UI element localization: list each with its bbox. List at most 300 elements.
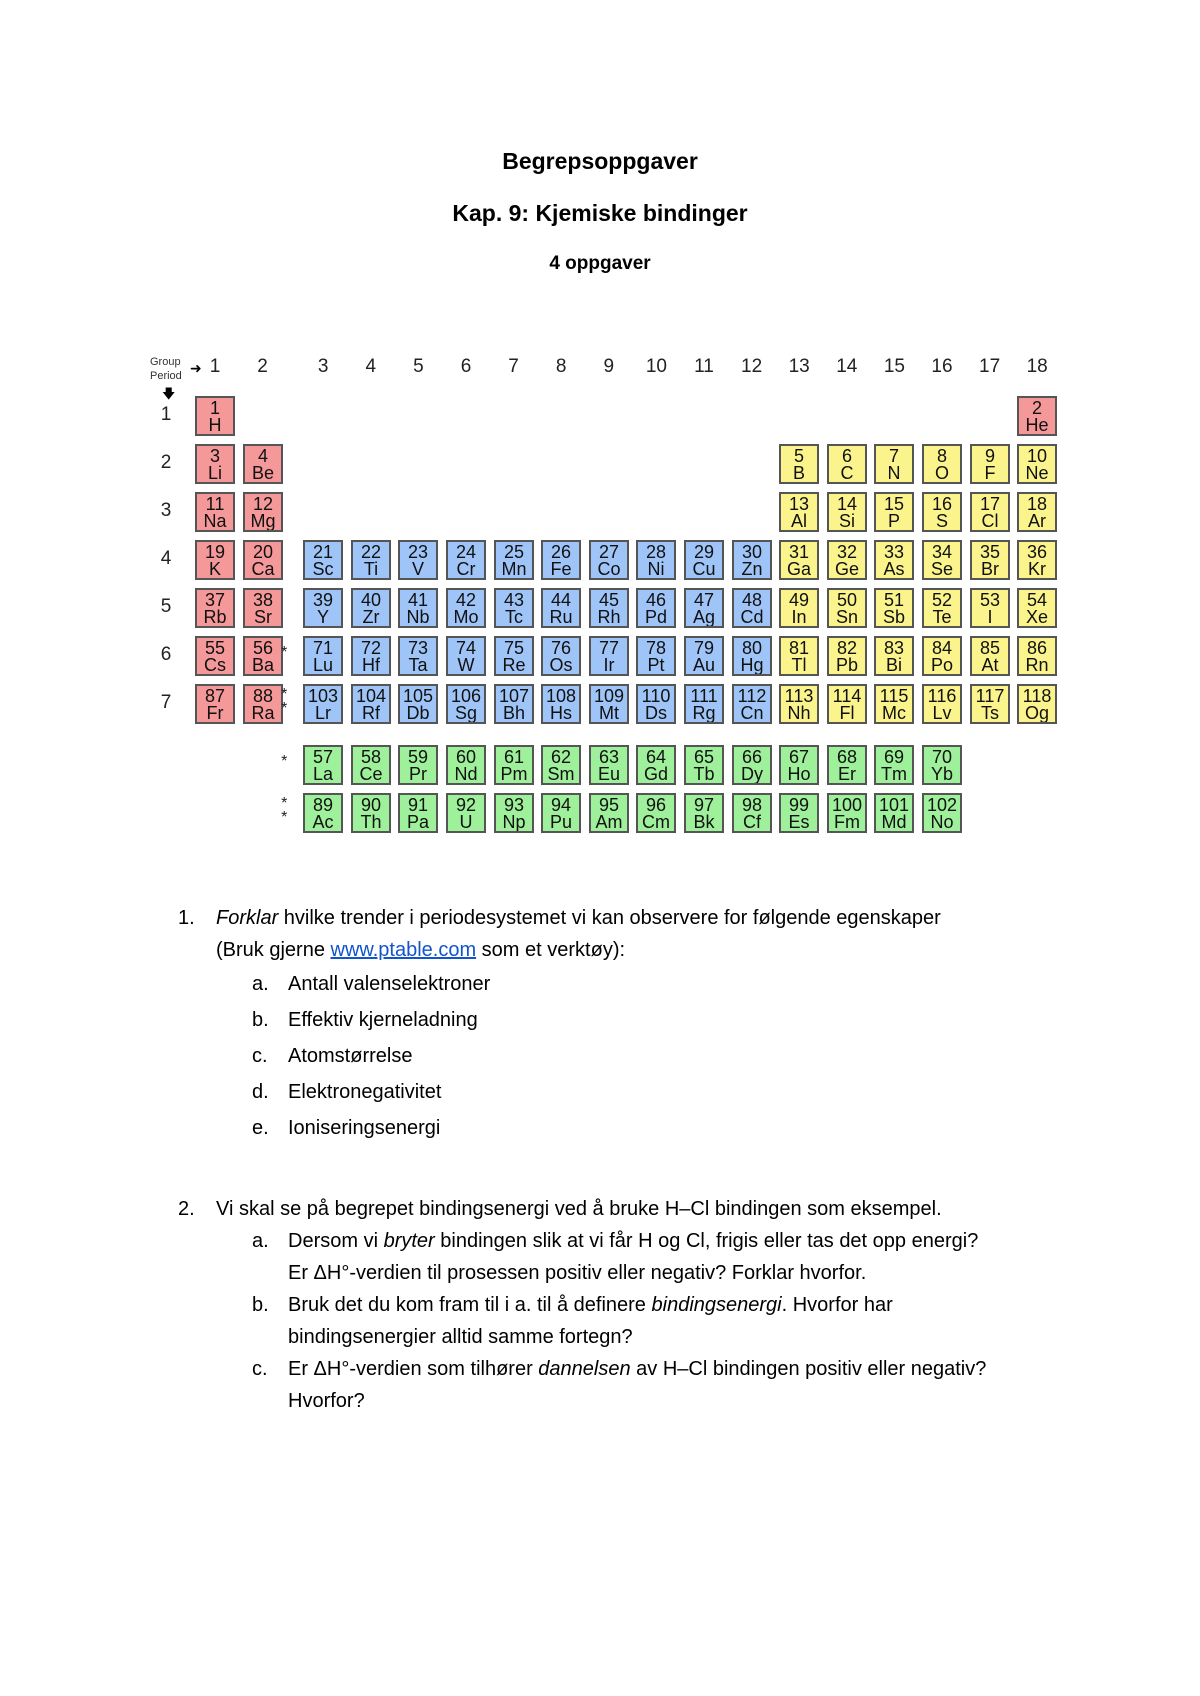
group-number: 18: [1026, 356, 1048, 377]
element-cell[interactable]: [243, 444, 283, 484]
group-number: 10: [645, 356, 667, 377]
element-symbol: Ir: [603, 655, 615, 675]
element-cell[interactable]: [732, 793, 772, 833]
element-symbol: At: [981, 655, 999, 675]
atomic-number: 33: [883, 542, 905, 562]
element-cell[interactable]: [1017, 588, 1057, 628]
atomic-number: 24: [455, 542, 477, 562]
question-text-line2: [216, 934, 625, 966]
atomic-number: 57: [312, 747, 334, 767]
element-cell[interactable]: [827, 492, 867, 532]
element-cell[interactable]: [636, 684, 676, 724]
element-symbol: Hg: [740, 655, 764, 675]
atomic-number: 98: [741, 795, 763, 815]
question-number: 1.: [178, 907, 195, 929]
group-number: 14: [836, 356, 858, 377]
element-cell[interactable]: [398, 588, 438, 628]
element-symbol: K: [208, 559, 221, 579]
atomic-number: 5: [793, 446, 804, 466]
arrow-down-icon: 🡇: [162, 386, 176, 401]
atomic-number: 94: [550, 795, 572, 815]
element-cell[interactable]: [874, 793, 914, 833]
element-symbol: Db: [406, 703, 430, 723]
element-cell[interactable]: [494, 636, 534, 676]
atomic-number: 9: [984, 446, 995, 466]
footnote-marker: * *: [281, 686, 288, 717]
element-cell[interactable]: [541, 684, 581, 724]
atomic-number: 41: [407, 590, 429, 610]
atomic-number: 66: [741, 747, 763, 767]
element-symbol: Ho: [787, 764, 811, 784]
element-symbol: Tc: [505, 607, 523, 627]
element-cell[interactable]: [494, 684, 534, 724]
element-symbol: U: [459, 812, 473, 832]
element-symbol: Lu: [312, 655, 334, 675]
element-cell[interactable]: [827, 540, 867, 580]
atomic-number: 77: [598, 638, 620, 658]
element-cell[interactable]: [874, 492, 914, 532]
atomic-number: 67: [788, 747, 810, 767]
element-cell[interactable]: [398, 745, 438, 785]
group-number: 6: [460, 356, 472, 377]
element-symbol: B: [792, 463, 805, 483]
sub-question-letter: a.: [252, 1230, 269, 1252]
atomic-number: 38: [252, 590, 274, 610]
atomic-number: 62: [550, 747, 572, 767]
element-cell[interactable]: [779, 492, 819, 532]
text-post: . Hvorfor har: [781, 1294, 893, 1316]
element-cell[interactable]: [779, 444, 819, 484]
atomic-number: 26: [550, 542, 572, 562]
sub-question-letter: c.: [252, 1045, 268, 1067]
atomic-number: 71: [312, 638, 334, 658]
element-symbol: Sn: [835, 607, 859, 627]
atomic-number: 99: [788, 795, 810, 815]
atomic-number: 78: [645, 638, 667, 658]
element-cell[interactable]: [195, 636, 235, 676]
element-cell[interactable]: [1017, 396, 1057, 436]
element-symbol: Es: [788, 812, 810, 832]
element-cell[interactable]: [922, 540, 962, 580]
element-cell[interactable]: [589, 793, 629, 833]
element-cell[interactable]: [303, 793, 343, 833]
element-cell[interactable]: [732, 684, 772, 724]
element-cell[interactable]: [970, 444, 1010, 484]
atomic-number: 82: [836, 638, 858, 658]
element-cell[interactable]: [684, 588, 724, 628]
element-cell[interactable]: [779, 793, 819, 833]
atomic-number: 16: [931, 494, 953, 514]
element-cell[interactable]: [446, 540, 486, 580]
atomic-number: 59: [407, 747, 429, 767]
element-cell[interactable]: [874, 684, 914, 724]
element-cell[interactable]: [922, 588, 962, 628]
element-symbol: Hf: [362, 655, 380, 675]
element-cell[interactable]: [922, 745, 962, 785]
footnote-marker: *: [281, 753, 288, 770]
atomic-number: 4: [257, 446, 268, 466]
atomic-number: 81: [788, 638, 810, 658]
chapter-title: Kap. 9: Kjemiske bindinger: [452, 200, 748, 226]
element-cell[interactable]: [195, 540, 235, 580]
atomic-number: 110: [641, 686, 671, 706]
element-cell[interactable]: [494, 745, 534, 785]
atomic-number: 22: [360, 542, 382, 562]
element-cell[interactable]: [541, 745, 581, 785]
element-cell[interactable]: [970, 588, 1010, 628]
ptable-link[interactable]: www.ptable.com: [330, 939, 477, 961]
element-cell[interactable]: [827, 684, 867, 724]
text-pre: Er ΔH°-verdien som tilhører: [288, 1358, 539, 1380]
element-symbol: Pt: [647, 655, 665, 675]
element-cell[interactable]: [303, 684, 343, 724]
element-symbol: Pu: [549, 812, 573, 832]
element-cell[interactable]: [589, 588, 629, 628]
sub-question-b-line2: bindingsenergier alltid samme fortegn?: [288, 1326, 633, 1348]
element-symbol: Ni: [647, 559, 665, 579]
group-number: 7: [508, 356, 519, 377]
element-symbol: I: [987, 607, 993, 627]
element-cell[interactable]: [446, 793, 486, 833]
element-symbol: Cf: [743, 812, 761, 832]
atomic-number: 35: [979, 542, 1001, 562]
text-pre: Bruk det du kom fram til i a. til å definere: [288, 1294, 652, 1316]
sub-question-c-line2: Hvorfor?: [288, 1390, 365, 1412]
element-cell[interactable]: [684, 540, 724, 580]
element-cell[interactable]: [243, 540, 283, 580]
element-cell[interactable]: [351, 588, 391, 628]
element-cell[interactable]: [1017, 636, 1057, 676]
element-symbol: Re: [502, 655, 526, 675]
element-cell[interactable]: [589, 684, 629, 724]
element-cell[interactable]: [970, 684, 1010, 724]
atomic-number: 56: [252, 638, 274, 658]
element-symbol: Fr: [206, 703, 224, 723]
element-symbol: Tm: [881, 764, 907, 784]
element-cell[interactable]: [684, 684, 724, 724]
element-cell[interactable]: [398, 636, 438, 676]
element-symbol: Be: [251, 463, 275, 483]
element-cell[interactable]: [1017, 444, 1057, 484]
element-symbol: S: [935, 511, 948, 531]
atomic-number: 19: [204, 542, 226, 562]
element-symbol: Sg: [454, 703, 478, 723]
footnote-marker: *: [281, 644, 288, 661]
element-symbol: Zn: [741, 559, 763, 579]
element-symbol: Ta: [408, 655, 428, 675]
element-cell[interactable]: [684, 636, 724, 676]
element-cell[interactable]: [446, 684, 486, 724]
question-text: Vi skal se på begrepet bindingsenergi ved å bruke H–Cl bindingen som eksempel.: [216, 1198, 942, 1220]
element-cell[interactable]: [636, 793, 676, 833]
element-cell[interactable]: [541, 793, 581, 833]
group-number: 12: [741, 356, 763, 377]
element-cell[interactable]: [636, 540, 676, 580]
element-symbol: Ra: [251, 703, 275, 723]
element-cell[interactable]: [970, 540, 1010, 580]
element-cell[interactable]: [589, 540, 629, 580]
element-cell[interactable]: [874, 444, 914, 484]
element-cell[interactable]: [398, 540, 438, 580]
element-cell[interactable]: [779, 588, 819, 628]
element-cell[interactable]: [922, 444, 962, 484]
atomic-number: 31: [788, 542, 810, 562]
element-symbol: Pb: [835, 655, 859, 675]
element-cell[interactable]: [303, 588, 343, 628]
group-number: 15: [883, 356, 905, 377]
atomic-number: 64: [645, 747, 667, 767]
arrow-right-icon: ➜: [190, 360, 202, 376]
period-number: 4: [160, 548, 172, 569]
text-post: av H–Cl bindingen positiv eller negativ?: [630, 1358, 987, 1380]
element-cell[interactable]: [874, 636, 914, 676]
atomic-number: 83: [883, 638, 905, 658]
group-number: 4: [365, 356, 377, 377]
atomic-number: 76: [550, 638, 572, 658]
atomic-number: 28: [645, 542, 667, 562]
atomic-number: 54: [1026, 590, 1048, 610]
element-cell[interactable]: [446, 636, 486, 676]
element-cell[interactable]: [1017, 492, 1057, 532]
element-cell[interactable]: [398, 684, 438, 724]
element-symbol: No: [930, 812, 954, 832]
element-cell[interactable]: [195, 684, 235, 724]
sub-question-text: Ioniseringsenergi: [288, 1117, 441, 1139]
atomic-number: 107: [498, 686, 530, 706]
period-number: 3: [160, 500, 172, 521]
element-cell[interactable]: [195, 492, 235, 532]
group-number: 11: [694, 356, 714, 377]
element-cell[interactable]: [827, 745, 867, 785]
group-axis-label: [150, 356, 181, 368]
atomic-number: 36: [1026, 542, 1048, 562]
atomic-number: 49: [788, 590, 810, 610]
element-symbol: P: [887, 511, 900, 531]
element-cell[interactable]: [589, 636, 629, 676]
element-cell[interactable]: [732, 588, 772, 628]
atomic-number: 55: [204, 638, 226, 658]
atomic-number: 30: [741, 542, 763, 562]
element-cell[interactable]: [922, 684, 962, 724]
element-cell[interactable]: [494, 793, 534, 833]
period-number: 5: [160, 596, 172, 617]
element-cell[interactable]: [970, 492, 1010, 532]
atomic-number: 108: [545, 686, 577, 706]
atomic-number: 37: [204, 590, 226, 610]
element-cell[interactable]: [636, 588, 676, 628]
element-symbol: Mn: [501, 559, 527, 579]
sub-question-letter: e.: [252, 1117, 269, 1139]
element-cell[interactable]: [589, 745, 629, 785]
element-symbol: Xe: [1025, 607, 1049, 627]
atomic-number: 44: [550, 590, 572, 610]
element-cell[interactable]: [636, 745, 676, 785]
element-cell[interactable]: [874, 745, 914, 785]
sub-question-text: Elektronegativitet: [288, 1081, 442, 1103]
element-symbol: Sr: [254, 607, 272, 627]
text-pre: (Bruk gjerne: [216, 939, 331, 961]
element-cell[interactable]: [970, 636, 1010, 676]
element-symbol: Br: [981, 559, 999, 579]
element-cell[interactable]: [1017, 684, 1057, 724]
atomic-number: 118: [1022, 686, 1052, 706]
element-symbol: Y: [316, 607, 329, 627]
element-cell[interactable]: [351, 636, 391, 676]
element-symbol: Ar: [1028, 511, 1046, 531]
element-symbol: Bk: [693, 812, 715, 832]
element-symbol: Rg: [692, 703, 716, 723]
atomic-number: 101: [878, 795, 910, 815]
period-axis-label: [150, 370, 182, 382]
group-number: 17: [979, 356, 1001, 377]
atomic-number: 27: [598, 542, 620, 562]
element-symbol: Nh: [787, 703, 811, 723]
atomic-number: 50: [836, 590, 858, 610]
sub-question-text: Antall valenselektroner: [288, 973, 491, 995]
element-symbol: Fl: [839, 703, 855, 723]
atomic-number: 1: [209, 398, 220, 418]
atomic-number: 97: [693, 795, 715, 815]
element-cell[interactable]: [195, 588, 235, 628]
element-cell[interactable]: [541, 636, 581, 676]
element-symbol: Li: [207, 463, 222, 483]
element-cell[interactable]: [303, 636, 343, 676]
element-symbol: Mc: [882, 703, 906, 723]
element-cell[interactable]: [779, 684, 819, 724]
element-cell[interactable]: [732, 745, 772, 785]
element-symbol: Cl: [981, 511, 999, 531]
atomic-number: 40: [360, 590, 382, 610]
element-cell[interactable]: [827, 588, 867, 628]
element-cell[interactable]: [541, 540, 581, 580]
element-cell[interactable]: [351, 745, 391, 785]
group-number: 5: [413, 356, 424, 377]
atomic-number: 11: [205, 494, 225, 514]
element-symbol: Nd: [454, 764, 478, 784]
element-cell[interactable]: [446, 588, 486, 628]
group-number: 16: [931, 356, 953, 377]
element-cell[interactable]: [398, 793, 438, 833]
atomic-number: 13: [788, 494, 810, 514]
element-cell[interactable]: [243, 492, 283, 532]
element-symbol: Yb: [930, 764, 954, 784]
element-cell[interactable]: [827, 793, 867, 833]
element-cell[interactable]: [922, 793, 962, 833]
element-symbol: Ru: [549, 607, 573, 627]
element-symbol: Mg: [250, 511, 276, 531]
element-symbol: Ac: [312, 812, 334, 832]
element-cell[interactable]: [541, 588, 581, 628]
element-cell[interactable]: [303, 745, 343, 785]
atomic-number: 39: [312, 590, 334, 610]
element-cell[interactable]: [827, 444, 867, 484]
element-cell[interactable]: [1017, 540, 1057, 580]
atomic-number: 42: [455, 590, 477, 610]
element-cell[interactable]: [351, 540, 391, 580]
emphasis: bryter: [383, 1230, 435, 1252]
task-count: 4 oppgaver: [549, 253, 651, 274]
element-cell[interactable]: [195, 396, 235, 436]
element-symbol: Ag: [692, 607, 716, 627]
element-symbol: Gd: [643, 764, 668, 784]
element-cell[interactable]: [874, 540, 914, 580]
element-symbol: Ge: [834, 559, 859, 579]
atomic-number: 52: [931, 590, 953, 610]
element-symbol: Te: [932, 607, 952, 627]
atomic-number: 47: [693, 590, 715, 610]
atomic-number: 43: [503, 590, 525, 610]
element-cell[interactable]: [684, 745, 724, 785]
element-cell[interactable]: [922, 636, 962, 676]
element-cell[interactable]: [779, 540, 819, 580]
element-symbol: Er: [838, 764, 856, 784]
element-symbol: Ba: [251, 655, 275, 675]
element-cell[interactable]: [779, 745, 819, 785]
atomic-number: 93: [503, 795, 525, 815]
atomic-number: 102: [926, 795, 958, 815]
atomic-number: 109: [593, 686, 625, 706]
element-symbol: Al: [790, 511, 807, 531]
element-cell[interactable]: [779, 636, 819, 676]
element-cell[interactable]: [827, 636, 867, 676]
atomic-number: 114: [832, 686, 862, 706]
element-symbol: Se: [930, 559, 954, 579]
element-symbol: Ce: [359, 764, 383, 784]
atomic-number: 53: [979, 590, 1001, 610]
element-cell[interactable]: [195, 444, 235, 484]
element-symbol: Md: [881, 812, 907, 832]
element-cell[interactable]: [351, 793, 391, 833]
atomic-number: 89: [312, 795, 334, 815]
element-cell[interactable]: [243, 588, 283, 628]
atomic-number: 113: [784, 686, 814, 706]
element-symbol: Cm: [642, 812, 670, 832]
element-symbol: Fe: [550, 559, 572, 579]
atomic-number: 96: [645, 795, 667, 815]
element-symbol: Eu: [597, 764, 621, 784]
group-label-text: Group: [150, 356, 181, 368]
atomic-number: 68: [836, 747, 858, 767]
element-symbol: Rf: [362, 703, 380, 723]
atomic-number: 90: [360, 795, 382, 815]
sub-question-text: Atomstørrelse: [288, 1045, 413, 1067]
element-cell[interactable]: [684, 793, 724, 833]
atomic-number: 12: [252, 494, 274, 514]
atomic-number: 116: [927, 686, 957, 706]
element-symbol: Np: [502, 812, 526, 832]
atomic-number: 34: [931, 542, 953, 562]
element-cell[interactable]: [732, 636, 772, 676]
atomic-number: 23: [407, 542, 429, 562]
sub-question-b: [288, 1289, 893, 1321]
atomic-number: 85: [979, 638, 1001, 658]
atomic-number: 75: [503, 638, 525, 658]
element-cell[interactable]: [636, 636, 676, 676]
element-cell[interactable]: [922, 492, 962, 532]
element-cell[interactable]: [303, 540, 343, 580]
sub-question-text: Effektiv kjerneladning: [288, 1009, 478, 1031]
element-cell[interactable]: [446, 745, 486, 785]
sub-question-a-line2: Er ΔH°-verdien til prosessen positiv eller negativ? Forklar hvorfor.: [288, 1262, 867, 1284]
element-cell[interactable]: [494, 540, 534, 580]
element-cell[interactable]: [494, 588, 534, 628]
element-symbol: Po: [930, 655, 954, 675]
element-cell[interactable]: [351, 684, 391, 724]
element-symbol: Rn: [1025, 655, 1049, 675]
element-symbol: Mt: [599, 703, 619, 723]
element-cell[interactable]: [874, 588, 914, 628]
element-cell[interactable]: [732, 540, 772, 580]
